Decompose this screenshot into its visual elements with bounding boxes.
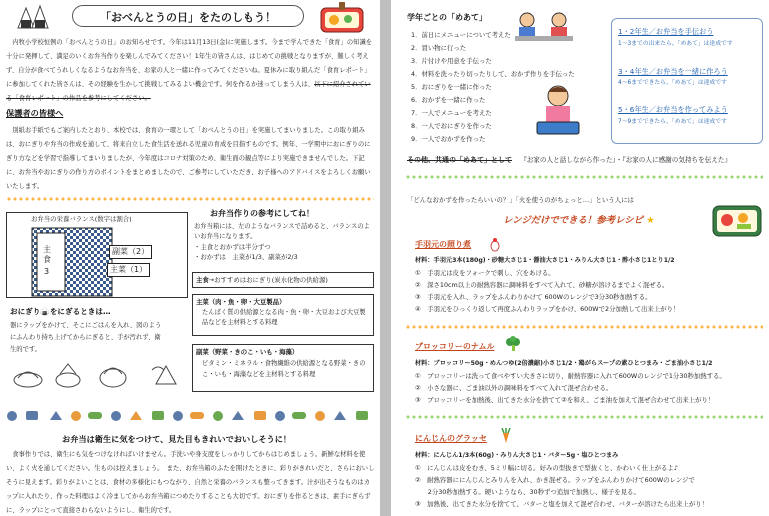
dots-divider	[405, 414, 763, 420]
riceball-text: 器にラップをかけて、そこにごはんを入れ、図のようにふんわり持ち上げてからにぎると、手が汚れず、衛生的です。	[10, 322, 162, 353]
recipe-name: 手羽元の照り煮	[415, 240, 471, 249]
goal-item: 9．一人でおかずを作った	[411, 135, 486, 143]
riceball-heading: おにぎり🍙をにぎるときは…	[10, 307, 111, 316]
recipe-name: にんじんのグラッセ	[415, 434, 487, 443]
recipe-step: ① にんじんは皮をむき、5ミリ幅に切る。好みの型抜きで型抜くと、かわいく仕上がるよ♪	[415, 464, 678, 472]
recipe-step: ③ 手羽元を入れ、ラップをふんわりかけて 600Wのレンジで3分30秒加熱する。	[415, 293, 652, 301]
recipe-ingredients: 材料：手羽元3本(180g)・砂糖大さじ1・醤油大さじ1・みりん大さじ1・酢小さじ1とり1/2	[415, 257, 675, 264]
side-dish-label: 副菜（2）	[109, 245, 152, 259]
recipe-step: ② 耐熱容器ににんじんとみりんを入れ、かき混ぜる。ラップをふんわりかけて600Wのレンジで	[415, 476, 695, 484]
struck-text: 以下に紹介されている「食育レポート」の作品を参考にしてください。	[6, 81, 371, 102]
recipe-step: ① ブロッコリーは洗って食べやすい大きさに切り、耐熱容器に入れて600Wのレンジで1分30秒加熱する。	[415, 372, 726, 380]
star-icon: ★	[646, 215, 655, 226]
main-dish-box	[192, 294, 374, 336]
goal-item: 2．買い物に行った	[411, 44, 467, 52]
broccoli-icon	[505, 336, 521, 352]
main-dish-label: 主菜（1）	[107, 263, 150, 277]
grade-goal-desc: 1～3までの出来たら、「めあて」は達成です	[618, 41, 733, 47]
grade-goal-desc: 4～6までできたら、「めあて」は達成です	[618, 80, 727, 86]
goal-item: 1．前日にメニューについて考えた	[411, 31, 511, 39]
recipe-ingredients: 材料：ブロッコリー50g・めんつゆ(2倍濃縮)小さじ1/2・鶏がらスープの素ひとつまみ・ごま油小さじ1/2	[415, 360, 713, 367]
right-page	[391, 0, 769, 516]
intro-paragraph: 内牧小学校恒例の「おべんとうの日」のお知らせです。今年は11月13日(金)に実施します。今まで学んできた「食育」の知識を十分に発揮して、満足のいくお弁当作りを楽しんでみてください！1年生の皆さんは、はじめての挑戦となりますが、難しく考えず、自分が食べてうれしくなるようなお弁当を、お家の人と一緒に作ってみてくださいね。夏休みに取り組んだ「食育レポート」に参加してくれた皆さんは、その経験を生かして挑戦してみるよい機会です。何を作るか迷ってしまう人は、以下に紹介されている「食育レポート」の作品を参考にしてください。	[6, 39, 373, 102]
recipe-step: 2分30秒加熱する。硬いようなら、30秒ずつ追加で加熱し、様子を見る。	[415, 488, 640, 496]
staple-box	[192, 272, 374, 288]
dots-divider	[405, 174, 763, 180]
dots-divider	[405, 324, 763, 330]
title-banner	[72, 5, 304, 27]
common-goals-text: 『お家の人と話しながら作った』・『お家の人に感謝の気持ちを伝えた』	[520, 156, 732, 164]
recipe-heading: レンジだけでできる！参考レシピ ★	[503, 215, 655, 226]
staple-box-head: 主食	[196, 276, 209, 284]
staple-ratio: 3	[44, 267, 50, 276]
goal-item: 8．一人でおにぎりを作った	[411, 122, 492, 130]
common-goals-label: その他、共通の「めあて」として	[407, 156, 512, 164]
riceball-steps-icon	[8, 360, 188, 390]
dots-divider	[6, 196, 374, 202]
hygiene-paragraph: 食事作りでは、衛生にも気をつけなければいけません。手洗いや身支度をしっかりしてからはじめましょう。新鮮な材料を使い、よく火を通してください。生ものは控えましょう。 また、お弁当箱のふたを開けたときに、彩りがきれいだと、さらにおいしそうに見えます。彩りがよいことは、食材の多様化にもつながり、自然と栄養のバランスも整ってきます。汁が出そうなものはカップに入れたり、作った料理はよく冷ましてからお弁当箱につめたりすることも大切です。おにぎりを作るときは、素手にぎらずに、ラップにとって直接さわらないようにし、衛生的です。	[6, 451, 375, 514]
recipe-step: ③ 加熱後、出てきた水分を捨てて、バターと塩を加えて混ぜ合わせ、バターが溶けたら出来上がり！	[415, 500, 708, 508]
hygiene-heading: お弁当は衛生に気をつけて、見た目もきれいでおいしそうに！	[62, 434, 292, 444]
guardian-paragraph: 別紙お手紙でもご案内したとおり、本校では、食育の一環として「おべんとうの日」を実施してまいりました。この取り組みは、おにぎりや弁当の作成を通して、将来自立した食生活を送れる児童の育成を目指すものです。例年、一学期中におにぎりのにぎり方などを学習で指導してまいりましたが、今年度はコロナ対策のため、衛生面の観点等により実施できませんでした。下記に、お弁当やおにぎりの作り方のポイントをまとめましたので、ご参考にしていただき、お子様へのアドバイスをよろしくお願いいたします。	[6, 127, 371, 190]
children-cooking-icon	[509, 10, 579, 42]
main-box-text: たんぱく質の供給源となる肉・魚・卵・大豆および大豆製品などを主材料とする料理	[202, 309, 366, 326]
side-dish-box	[192, 344, 374, 392]
grade-goals-box	[611, 18, 763, 144]
bento-box-icon	[318, 0, 368, 36]
reference-text: お弁当箱には、左のようなバランスで詰めると、バランスのよいお弁当になります。	[194, 223, 370, 240]
goal-item: 6．おかずを一緒に作った	[411, 96, 486, 104]
grade-goal-desc: 7～9までできたら、「めあて」は達成です	[618, 119, 727, 125]
bento-illustration-icon	[709, 196, 765, 240]
goal-item: 3．片付けや用意を手伝った	[411, 57, 492, 65]
side-box-head: 副菜（野菜・きのこ・いも・海藻）	[196, 348, 299, 356]
balance-title: お弁当の栄養バランス(数字は割合)	[31, 215, 132, 223]
goal-item: 7．一人でメニューを考えた	[411, 109, 492, 117]
recipe-name: ブロッコリーのナムル	[415, 342, 495, 351]
recipe-question: 「どんなおかずを作ったらいいの？」「火を使うのがちょっと…」という人には	[407, 196, 634, 204]
guardian-heading: 保護者の皆様へ	[6, 108, 64, 118]
goals-heading: 学年ごとの「めあて」	[407, 13, 487, 22]
recipe-ingredients: 材料：にんじん1/3本(60g)・みりん大さじ1・バター5g・塩ひとつまみ	[415, 452, 619, 459]
recipe-step: ④ 手羽元をひっくり返して再度ふんわりラップをかけ、600Wで2分加熱して出来上がり！	[415, 305, 680, 313]
page-title: 「おべんとうの日」をたのしもう！	[100, 11, 276, 24]
left-page	[0, 0, 380, 516]
child-with-bento-icon	[533, 82, 583, 138]
grade-goal-title: 5・6年生／お弁当を作ってみよう	[618, 105, 728, 114]
recipe-step: ② 小さな器に、ごま油以外の調味料をすべて入れて混ぜ合わせる。	[415, 384, 613, 392]
balance-box	[6, 212, 188, 298]
grade-goal-title: 3・4年生／お弁当を一緒に作ろう	[618, 67, 728, 76]
goal-item: 5．おにぎりを一緒に作った	[411, 83, 492, 91]
kitchen-utensils-icon	[4, 408, 376, 424]
staple-box-text: →おすすめはおにぎり(炭水化物の供給源)	[208, 276, 328, 284]
grade-goal-title: 1・2年生／お弁当を手伝おう	[618, 27, 714, 36]
recipe-step: ② 深さ10cm以上の耐熱容器に調味料をすべて入れて、砂糖が溶けるまでよく混ぜる。	[415, 281, 669, 289]
recipe-step: ③ ブロッコリーを加熱後、出てきた水分を捨てて②を和え、ごま油を加えて混ぜ合わせて出来上がり！	[415, 396, 715, 404]
chicken-icon	[489, 238, 501, 252]
onigiri-icon	[12, 2, 54, 32]
reference-heading: お弁当作りの参考にしてね！	[210, 209, 314, 218]
common-goals	[407, 156, 731, 165]
main-box-head: 主菜（肉・魚・卵・大豆製品）	[196, 298, 286, 306]
goal-item: 4．材料を洗ったり切ったりして、おかず作りを手伝った	[411, 70, 575, 78]
reference-point-2: ・おかずは 主菜が1/3、副菜が2/3	[194, 253, 298, 261]
side-box-text: ビタミン・ミネラル・食物繊維の供給源となる野菜・きのこ・いも・海藻などを主材料とする料理	[202, 360, 366, 378]
recipe-step: ① 手羽元は皮をフォークで刺し、穴をあける。	[415, 269, 555, 277]
staple-label: 主食	[43, 245, 51, 264]
carrot-icon	[499, 428, 513, 444]
reference-point-1: ・主食とおかずは半分ずつ	[194, 243, 271, 251]
